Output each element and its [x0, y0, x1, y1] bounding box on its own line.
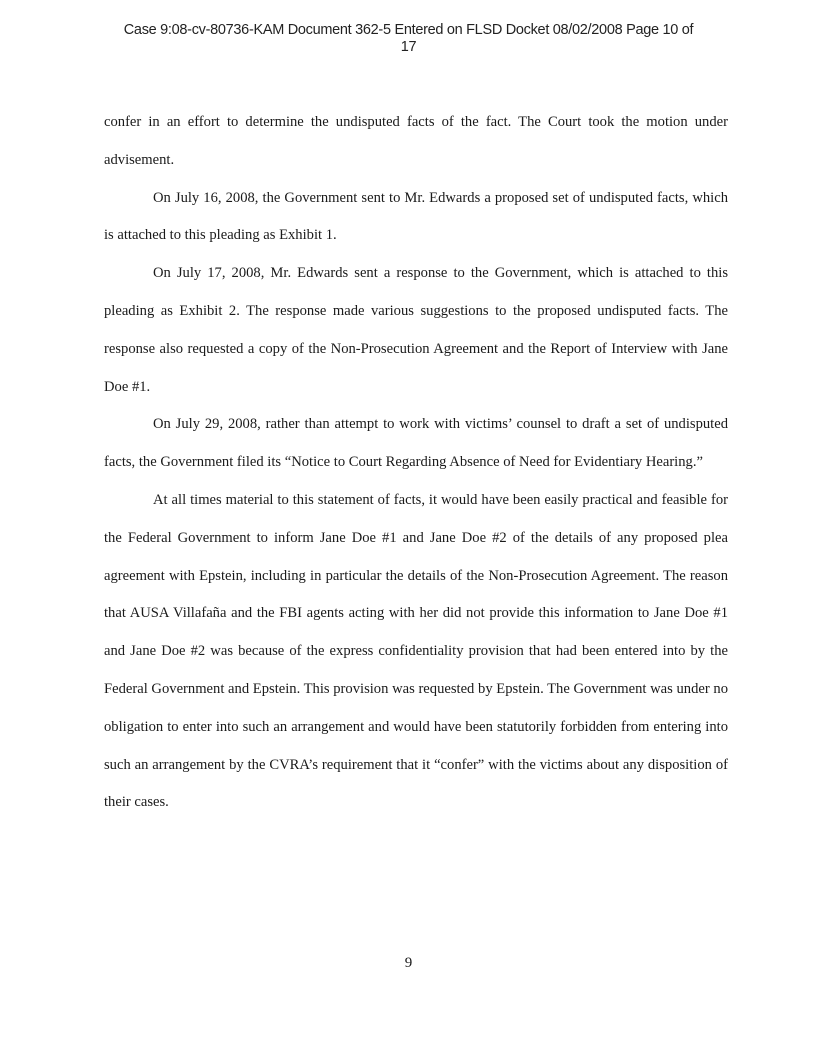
court-filing-header	[0, 22, 817, 56]
paragraph-material-times: At all times material to this statement of facts, it would have been easily practical and feasible for the Federal Government to inform Jane Doe #1 and Jane Doe #2 of the details of any proposed plea agreement with Epstein, including in particular the details of the Non-Prosecution Agreement. The reason that AUSA Villafaña and the FBI agents acting with her did not provide this information to Jane Doe #1 and Jane Doe #2 was because of the express confidentiality provision that had been entered into by the Federal Government and Epstein. This provision was requested by Epstein. The Government was under no obligation to enter into such an arrangement and would have been statutorily forbidden from entering into such an arrangement by the CVRA’s requirement that it “confer” with the victims about any disposition of their cases.	[104, 491, 728, 811]
paragraph-july-29: On July 29, 2008, rather than attempt to work with victims’ counsel to draft a set of undisputed facts, the Government filed its “Notice to Court Regarding Absence of Need for Evidentiary Hearing.”	[104, 416, 728, 471]
paragraph-continuation: confer in an effort to determine the undisputed facts of the fact. The Court took the motion under advisement.	[104, 114, 728, 168]
document-body	[104, 104, 728, 822]
filing-stamp-line-2: 17	[400, 39, 417, 55]
paragraph-july-16: On July 16, 2008, the Government sent to Mr. Edwards a proposed set of undisputed facts, which is attached to this pleading as Exhibit 1.	[104, 189, 728, 244]
page-number: 9	[404, 955, 413, 971]
paragraph-july-17: On July 17, 2008, Mr. Edwards sent a response to the Government, which is attached to this pleading as Exhibit 2. The response made various suggestions to the proposed undisputed facts. The response also requested a copy of the Non-Prosecution Agreement and the Report of Interview with Jane Doe #1.	[104, 265, 728, 395]
filing-stamp-line-1: Case 9:08-cv-80736-KAM Document 362-5 Entered on FLSD Docket 08/02/2008 Page 10 of	[123, 22, 694, 38]
